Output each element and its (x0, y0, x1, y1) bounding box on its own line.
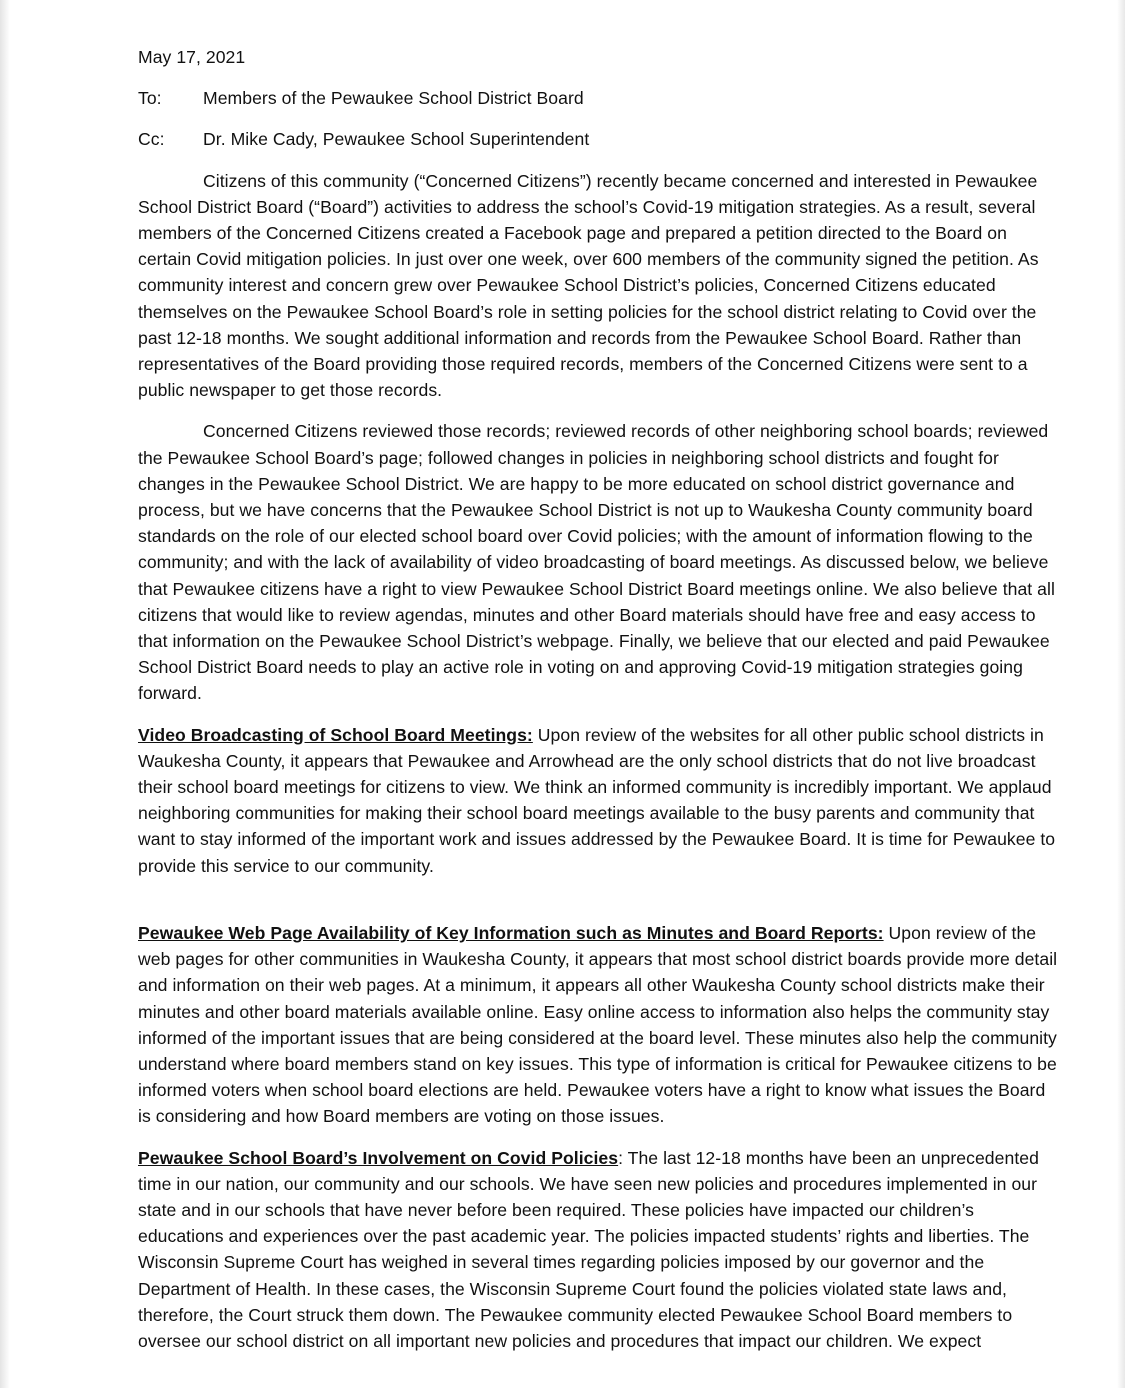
section-covid-body: : The last 12-18 months have been an unprecedented time in our nation, our community and our schools. We have seen new policies and procedures implemented in our state and in our schools that have never before been required. These policies have impacted our children’s educations and experiences over the past academic year. The policies impacted students’ rights and liberties. The Wisconsin Supreme Court has weighed in several times regarding policies imposed by our governor and the Department of Health. In these cases, the Wisconsin Supreme Court found the policies violated state laws and, therefore, the Court struck them down. The Pewaukee community elected Pewaukee School Board members to oversee our school district on all important new policies and procedures that impact our children. We expect (138, 1147, 1039, 1351)
section-web-availability (138, 920, 1058, 1130)
section-web-heading: Pewaukee Web Page Availability of Key Information such as Minutes and Board Reports: (138, 922, 884, 943)
letter-date: May 17, 2021 (138, 47, 246, 67)
cc-label: Cc: (138, 129, 165, 150)
paragraph-intro: Citizens of this community (“Concerned Citizens”) recently became concerned and interested in Pewaukee School District Board (“Board”) activities to address the school’s Covid-19 mitigation strategies. As a result, several members of the Concerned Citizens created a Facebook page and prepared a petition directed to the Board on certain Covid mitigation policies. In just over one week, over 600 members of the community signed the petition. As community interest and concern grew over Pewaukee School District’s policies, Concerned Citizens educated themselves on the Pewaukee School Board’s role in setting policies for the school district relating to Covid over the past 12-18 months. We sought additional information and records from the Pewaukee School Board. Rather than representatives of the Board providing those required records, members of the Concerned Citizens were sent to a public newspaper to get those records. (138, 170, 1039, 401)
section-video-heading: Video Broadcasting of School Board Meetings: (138, 724, 533, 745)
section-web-body: Upon review of the web pages for other communities in Waukesha County, it appears that most school district boards provide more detail and information on their web pages. At a minimum, it appears all other Waukesha County school districts make their minutes and other board materials available online. Easy online access to information also helps the community stay informed of the important issues that are being considered at the board level. These minutes also help the community understand where board members stand on key issues. This type of information is critical for Pewaukee citizens to be informed voters when school board elections are held. Pewaukee voters have a right to know what issues the Board is considering and how Board members are voting on those issues. (138, 922, 1058, 1127)
section-video-body: Upon review of the websites for all other public school districts in Waukesha County, it appears that Pewaukee and Arrowhead are the only school districts that do not live broadcast their school board meetings for citizens to view. We think an informed community is incredibly important. We applaud neighboring communities for making their school board meetings available to the busy parents and community that want to stay informed of the important work and issues addressed by the Pewaukee Board. It is time for Pewaukee to provide this service to our community. (138, 724, 1056, 876)
section-covid-heading: Pewaukee School Board’s Involvement on Covid Policies (138, 1147, 619, 1168)
paragraph-review: Concerned Citizens reviewed those records; reviewed records of other neighboring school boards; reviewed the Pewaukee School Board’s page; followed changes in policies in neighboring school districts and fought for changes in the Pewaukee School District. We are happy to be more educated on school district governance and process, but we have concerns that the Pewaukee School District is not up to Waukesha County community board standards on the role of our elected school board over Covid policies; with the amount of information flowing to the community; and with the lack of availability of video broadcasting of board meetings. As discussed below, we believe that Pewaukee citizens have a right to view Pewaukee School District Board meetings online. We also believe that all citizens that would like to review agendas, minutes and other Board materials should have free and easy access to that information on the Pewaukee School District’s webpage. Finally, we believe that our elected and paid Pewaukee School District Board needs to play an active role in voting on and approving Covid-19 mitigation strategies going forward. (138, 421, 1055, 704)
cc-line (138, 126, 1058, 152)
to-label: To: (138, 88, 162, 109)
section-covid-involvement (138, 1145, 1058, 1355)
page-edge-right (1117, 0, 1125, 1388)
section-video-broadcasting (138, 722, 1058, 879)
to-line (138, 85, 1058, 111)
cc-recipient: Dr. Mike Cady, Pewaukee School Superintendent (203, 129, 590, 150)
to-recipient: Members of the Pewaukee School District Board (203, 88, 584, 109)
letter-body (138, 44, 1058, 1369)
page-edge-left (0, 0, 10, 1388)
